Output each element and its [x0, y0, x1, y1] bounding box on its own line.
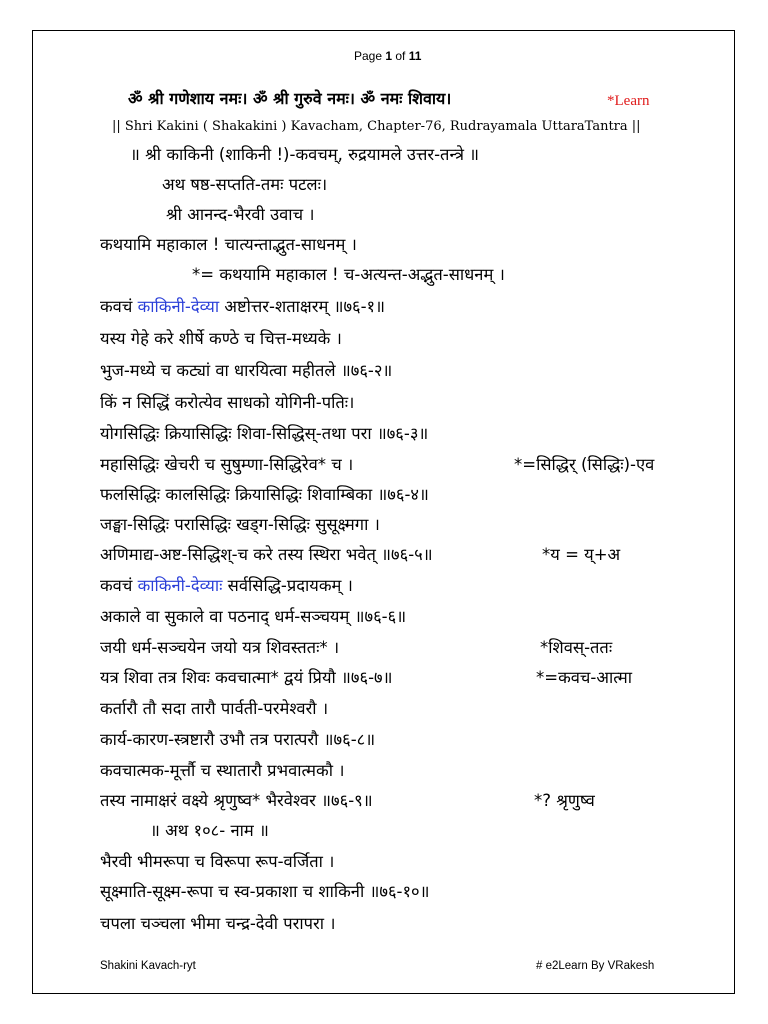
page-number: Page 1 of 11 — [354, 49, 422, 63]
learn-tag: *Learn — [607, 93, 650, 109]
section-heading: ॥ अथ १०८- नाम ॥ — [150, 821, 269, 840]
verse-line: कार्य-कारण-स्त्रष्टारौ उभौ तत्र परात्परौ ॥७६-८॥ — [100, 730, 376, 749]
margin-note: *=कवच-आत्मा — [536, 668, 632, 687]
footer-left: Shakini Kavach-ryt — [100, 960, 196, 972]
verse-line: कवचात्मक-मूर्त्तौ च स्थातारौ प्रभवात्मकौ । — [100, 761, 345, 780]
footer-right: # e2Learn By VRakesh — [536, 960, 655, 972]
verse-line: महासिद्धिः खेचरी च सुषुम्णा-सिद्धिरेव* च । — [100, 455, 354, 474]
verse-line: तस्य नामाक्षरं वक्ष्ये श्रृणुष्व* भैरवेश्वर ॥७६-९॥ — [100, 791, 373, 810]
verse-line: योगसिद्धिः क्रियासिद्धिः शिवा-सिद्धिस्-तथा परा ॥७६-३॥ — [100, 424, 429, 443]
verse-line: कवचं काकिनी-देव्याः सर्वसिद्धि-प्रदायकम् । — [100, 576, 353, 595]
patala-line: अथ षष्ठ-सप्तति-तमः पटलः। — [162, 175, 328, 194]
verse-line: यत्र शिवा तत्र शिवः कवचात्मा* द्वयं प्रियौ ॥७६-७॥ — [100, 668, 393, 687]
verse-line: कथयामि महाकाल ! चात्यन्ताद्भुत-साधनम् । — [100, 235, 357, 254]
margin-note: *=सिद्धिर् (सिद्धिः)-एव — [514, 455, 655, 474]
verse-note-line: *= कथयामि महाकाल ! च-अत्यन्त-अद्भुत-साधनम् । — [192, 265, 505, 284]
verse-line: अकाले वा सुकाले वा पठनाद् धर्म-सञ्चयम् ॥७६-६॥ — [100, 607, 407, 626]
subtitle: || Shri Kakini ( Shakakini ) Kavacham, Chapter-76, Rudrayamala UttaraTantra || — [112, 119, 641, 134]
margin-note: *शिवस्-ततः — [540, 638, 613, 657]
speaker-line: श्री आनन्द-भैरवी उवाच । — [166, 205, 315, 224]
invocation: ॐ श्री गणेशाय नमः। ॐ श्री गुरुवे नमः। ॐ नमः शिवाय। — [128, 89, 452, 108]
verse-line: जङ्घा-सिद्धिः परासिद्धिः खड्ग-सिद्धिः सुसूक्ष्मगा । — [100, 515, 380, 534]
deity-name: काकिनी-देव्या — [137, 297, 220, 316]
verse-line: यस्य गेहे करे शीर्षे कण्ठे च चित्त-मध्यके । — [100, 329, 342, 348]
page-frame — [32, 30, 735, 994]
chapter-title: ॥ श्री काकिनी (शाकिनी !)-कवचम्, रुद्रयामले उत्तर-तन्त्रे ॥ — [130, 145, 480, 164]
verse-line: चपला चञ्चला भीमा चन्द्र-देवी परापरा । — [100, 914, 336, 933]
verse-line: भैरवी भीमरूपा च विरूपा रूप-वर्जिता । — [100, 852, 335, 871]
verse-line: अणिमाद्य-अष्ट-सिद्धिश्-च करे तस्य स्थिरा भवेत् ॥७६-५॥ — [100, 545, 433, 564]
verse-line: सूक्ष्माति-सूक्ष्म-रूपा च स्व-प्रकाशा च शाकिनी ॥७६-१०॥ — [100, 882, 430, 901]
deity-name: काकिनी-देव्याः — [137, 576, 223, 595]
margin-note: *? श्रृणुष्व — [534, 791, 595, 810]
verse-line: किं न सिद्धिं करोत्येव साधको योगिनी-पतिः। — [100, 393, 355, 412]
verse-line: जयी धर्म-सञ्चयेन जयो यत्र शिवस्ततः* । — [100, 638, 340, 657]
verse-line: कर्तारौ तौ सदा तारौ पार्वती-परमेश्वरौ । — [100, 699, 329, 718]
verse-line: कवचं काकिनी-देव्या अष्टोत्तर-शताक्षरम् ॥७६-१॥ — [100, 297, 386, 316]
verse-line: भुज-मध्ये च कट्यां वा धारयित्वा महीतले ॥७६-२॥ — [100, 361, 393, 380]
margin-note: *य = य्+अ — [542, 545, 621, 564]
verse-line: फलसिद्धिः कालसिद्धिः क्रियासिद्धिः शिवाम्बिका ॥७६-४॥ — [100, 485, 429, 504]
